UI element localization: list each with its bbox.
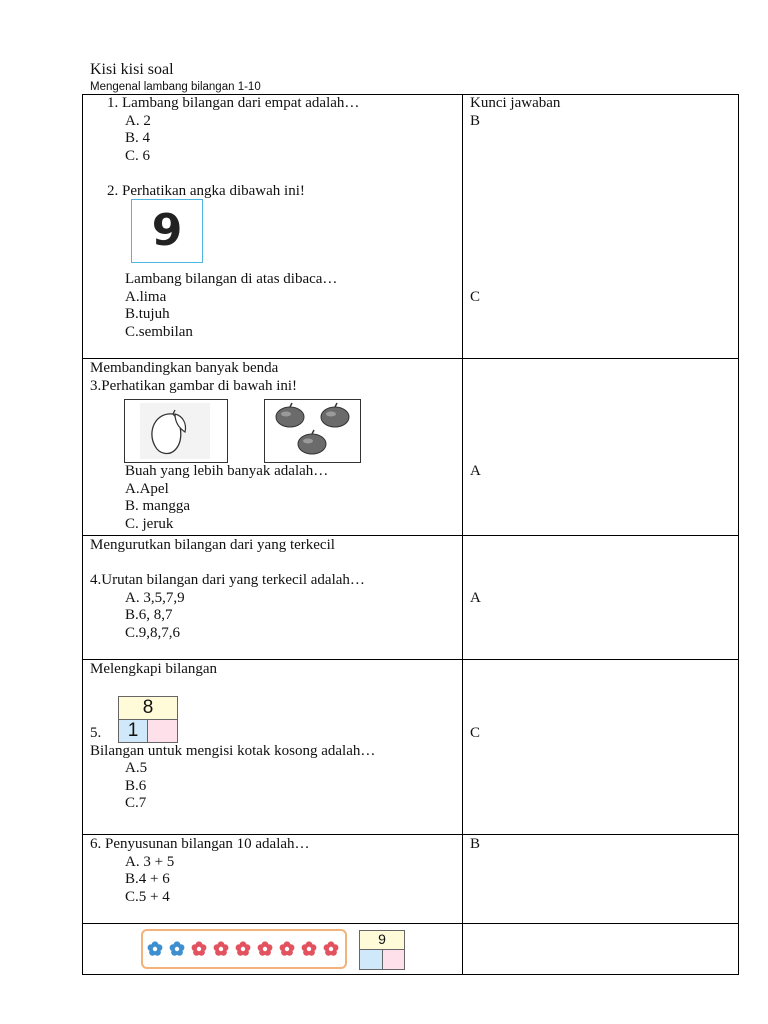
q5-answer: C <box>470 725 481 741</box>
answer-key-header: Kunci jawaban <box>470 95 561 111</box>
q3-option-a: A.Apel <box>125 480 169 497</box>
q4-answer: A <box>470 589 481 606</box>
q6-question: 6. Penyusunan bilangan 10 adalah… <box>90 836 310 852</box>
q2-prompt: Lambang bilangan di atas dibaca… <box>125 271 338 287</box>
table-row-5 <box>83 834 738 923</box>
table-row-6 <box>83 923 738 975</box>
number-bond-8 <box>118 696 178 744</box>
q5-option-c: C.7 <box>125 795 147 812</box>
table-row-4 <box>83 659 738 834</box>
q3-prompt: Buah yang lebih banyak adalah… <box>125 463 329 479</box>
q4-section-title: Mengurutkan bilangan dari yang terkecil <box>90 537 335 553</box>
question-table <box>82 94 739 975</box>
flower-icon <box>302 941 317 955</box>
q3-option-c: C. jeruk <box>125 515 174 532</box>
q3-answer: A <box>470 463 481 479</box>
flower-icon <box>148 941 163 955</box>
q2-option-b: B.tujuh <box>125 306 170 323</box>
flower-icon <box>236 941 251 955</box>
flower-icons <box>143 931 345 967</box>
bond-part-cell: 1 <box>118 719 148 743</box>
q4-option-c: C.9,8,7,6 <box>125 624 181 641</box>
image-crop-edge <box>132 975 422 985</box>
q5-option-a: A.5 <box>125 760 148 777</box>
q5-section-title: Melengkapi bilangan <box>90 661 218 677</box>
table-row-3 <box>83 535 738 659</box>
bond-total-cell: 8 <box>118 696 178 720</box>
q1-answer: B <box>470 112 481 129</box>
flower-counting-strip <box>141 929 347 969</box>
number-nine-card: 9 <box>131 199 203 263</box>
flower-icon <box>192 941 207 955</box>
document-subtitle: Mengenal lambang bilangan 1-10 <box>90 81 261 93</box>
bond-empty-left-cell <box>359 949 383 970</box>
q6-option-b: B.4 + 6 <box>125 871 170 888</box>
q2-option-a: A.lima <box>125 288 167 305</box>
document-title: Kisi kisi soal <box>90 61 174 78</box>
q3-question: 3.Perhatikan gambar di bawah ini! <box>90 377 298 394</box>
q2-question: 2. Perhatikan angka dibawah ini! <box>107 183 305 199</box>
q1-option-a: A. 2 <box>125 112 151 129</box>
bond-total-cell: 9 <box>359 930 405 950</box>
flower-icon <box>170 941 185 955</box>
q6-option-c: C.5 + 4 <box>125 888 170 905</box>
q4-option-a: A. 3,5,7,9 <box>125 589 185 606</box>
mango-icon <box>125 400 227 462</box>
number-bond-9 <box>359 930 405 970</box>
table-row-1 <box>83 95 738 358</box>
flower-icon <box>258 941 273 955</box>
q6-answer: B <box>470 836 481 852</box>
table-row-2 <box>83 358 738 535</box>
apples-image <box>264 399 361 463</box>
q3-option-b: B. mangga <box>125 498 190 515</box>
q2-answer: C <box>470 288 481 305</box>
q3-section-title: Membandingkan banyak benda <box>90 360 279 376</box>
q4-question: 4.Urutan bilangan dari yang terkecil adalah… <box>90 572 365 588</box>
flower-icon <box>280 941 295 955</box>
q1-question: 1. Lambang bilangan dari empat adalah… <box>107 95 360 111</box>
apple-icon <box>265 400 360 462</box>
q2-option-c: C.sembilan <box>125 323 193 340</box>
q1-option-c: C. 6 <box>125 147 151 164</box>
q1-option-b: B. 4 <box>125 130 151 147</box>
mango-image <box>124 399 228 463</box>
q5-option-b: B.6 <box>125 777 147 794</box>
flower-icon <box>214 941 229 955</box>
q5-prompt: Bilangan untuk mengisi kotak kosong adalah… <box>90 742 376 759</box>
q4-option-b: B.6, 8,7 <box>125 607 173 624</box>
bond-empty-cell <box>147 719 178 743</box>
q6-option-a: A. 3 + 5 <box>125 853 175 870</box>
flower-icon <box>324 941 339 955</box>
q5-number-label: 5. <box>90 725 102 741</box>
bond-empty-right-cell <box>382 949 405 970</box>
